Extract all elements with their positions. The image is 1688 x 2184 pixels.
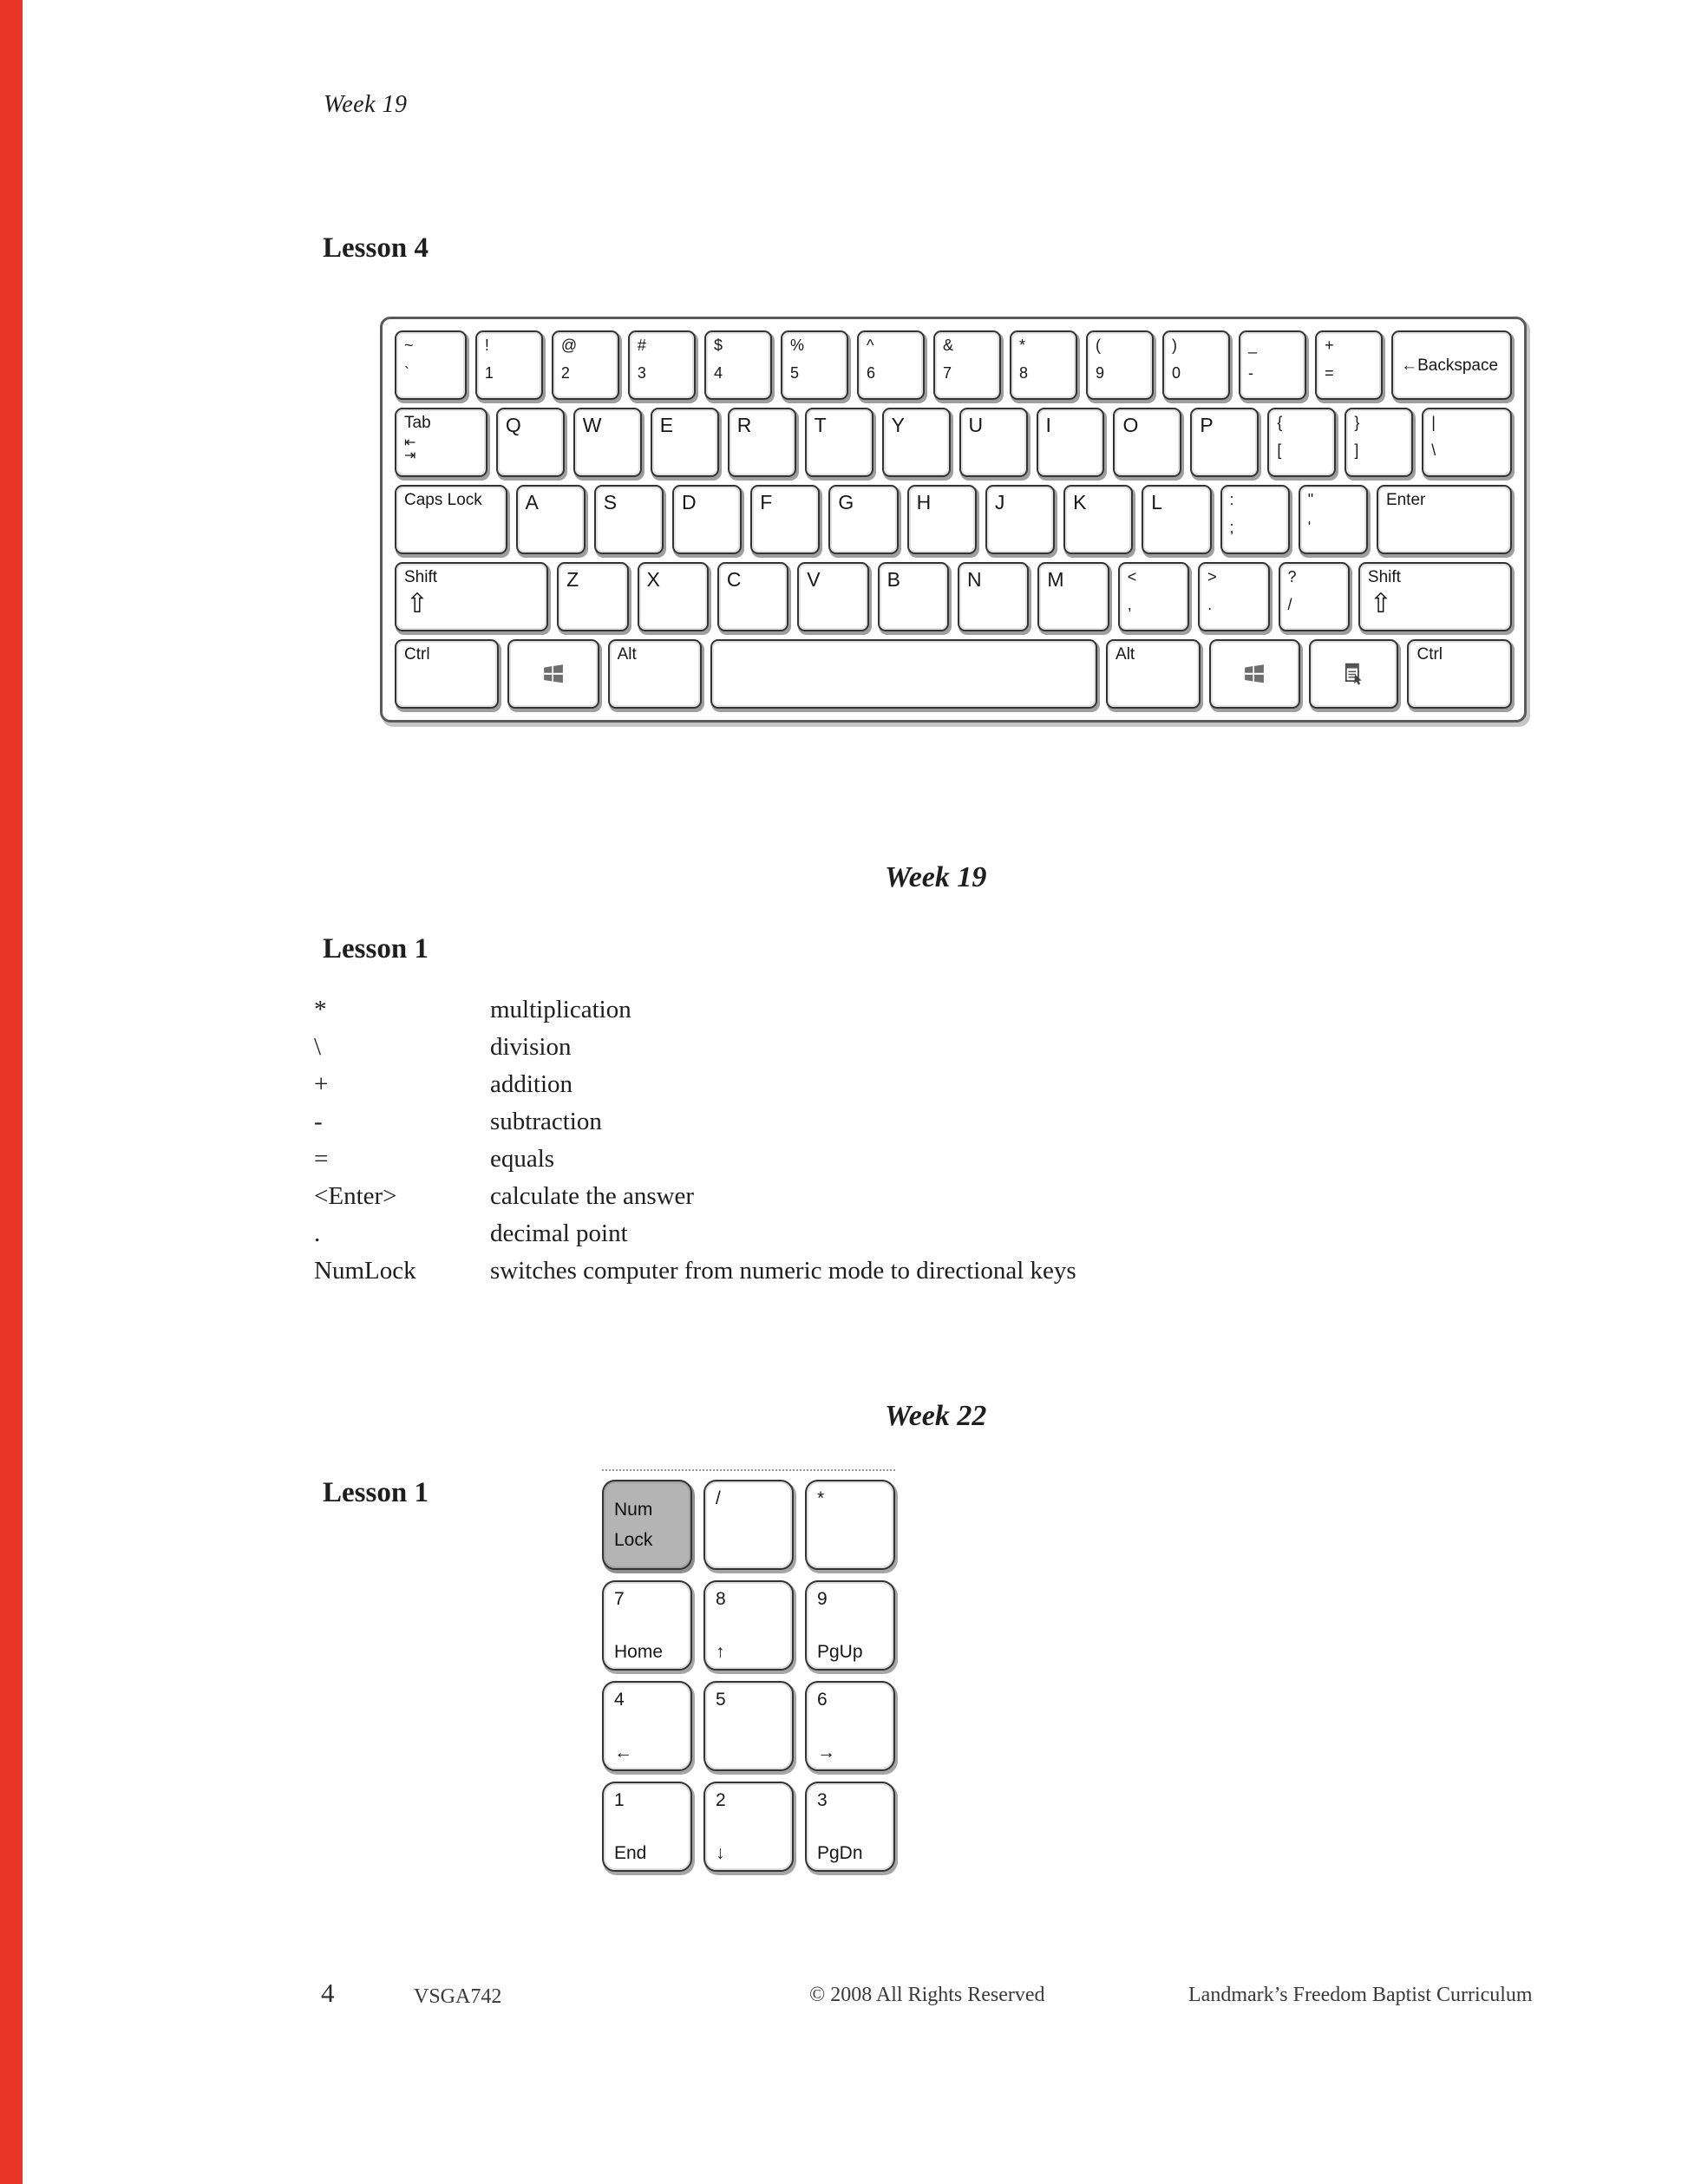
symbol-definition-list bbox=[314, 996, 1338, 1294]
page-week-header: Week 19 bbox=[324, 91, 408, 118]
numpad-key-8-up bbox=[703, 1580, 794, 1671]
numpad-key-label: 6 bbox=[817, 1690, 828, 1710]
numpad-key-5 bbox=[703, 1681, 794, 1771]
tab-arrows-icon: ⇤ ⇥ bbox=[404, 435, 416, 464]
keyboard-row bbox=[395, 408, 1512, 477]
numpad-key-label: → bbox=[817, 1742, 835, 1762]
key-enter: Enter bbox=[1377, 485, 1512, 554]
key-3: # 3 bbox=[628, 330, 696, 400]
numpad-row bbox=[602, 1580, 895, 1671]
symbol-meaning: decimal point bbox=[490, 1220, 628, 1247]
numpad-key-3-pgdn bbox=[805, 1782, 895, 1872]
key-hyphen: _ - bbox=[1239, 330, 1306, 400]
lesson-1-week19-heading: Lesson 1 bbox=[323, 933, 429, 964]
page-number: 4 bbox=[321, 1978, 335, 2008]
symbol-meaning: addition bbox=[490, 1070, 573, 1098]
key-spacebar bbox=[710, 639, 1097, 709]
numpad-key-num-lock bbox=[602, 1480, 692, 1570]
symbol-list-row bbox=[314, 1070, 1338, 1108]
key-equals: + = bbox=[1315, 330, 1383, 400]
symbol-meaning: multiplication bbox=[490, 996, 631, 1023]
numpad-key-label: ↓ bbox=[716, 1842, 725, 1863]
key-right-bracket: } ] bbox=[1345, 408, 1413, 477]
symbol-key: <Enter> bbox=[314, 1182, 397, 1210]
key-shift-left: Shift ⇧ bbox=[395, 562, 548, 631]
numpad-key-4-left bbox=[602, 1681, 692, 1771]
symbol-key: - bbox=[314, 1108, 323, 1135]
key-backspace: ←Backspace bbox=[1391, 330, 1512, 400]
key-tab: Tab ⇤ ⇥ bbox=[395, 408, 487, 477]
numpad-key-label: * bbox=[817, 1488, 825, 1508]
symbol-meaning: division bbox=[490, 1033, 572, 1061]
key-j: J bbox=[985, 485, 1055, 554]
key-y: Y bbox=[882, 408, 951, 477]
key-alt-right: Alt bbox=[1106, 639, 1201, 709]
key-t: T bbox=[805, 408, 873, 477]
key-x: X bbox=[638, 562, 709, 631]
key-win-left bbox=[507, 639, 599, 709]
numpad-key-label: 5 bbox=[716, 1690, 726, 1710]
footer-copyright: © 2008 All Rights Reserved bbox=[809, 1984, 1045, 2006]
numpad-key-label: 2 bbox=[716, 1790, 726, 1810]
key-period: > . bbox=[1198, 562, 1269, 631]
keyboard-row bbox=[395, 639, 1512, 709]
key-grave: ~ ` bbox=[395, 330, 467, 400]
key-p: P bbox=[1190, 408, 1259, 477]
key-0: ) 0 bbox=[1162, 330, 1230, 400]
red-edge-stripe bbox=[0, 0, 23, 2184]
keyboard-row bbox=[395, 485, 1512, 554]
key-r: R bbox=[728, 408, 796, 477]
keyboard-diagram bbox=[380, 317, 1527, 723]
key-4: $ 4 bbox=[704, 330, 772, 400]
symbol-meaning: subtraction bbox=[490, 1108, 602, 1135]
menu-icon bbox=[1345, 663, 1364, 685]
footer-publisher: Landmark’s Freedom Baptist Curriculum bbox=[1188, 1984, 1533, 2006]
numpad-key-label: ← bbox=[614, 1742, 632, 1762]
key-m: M bbox=[1037, 562, 1109, 631]
symbol-key: + bbox=[314, 1070, 329, 1098]
key-9: ( 9 bbox=[1086, 330, 1154, 400]
numpad-key-label: Num bbox=[614, 1499, 653, 1520]
symbol-key: . bbox=[314, 1220, 321, 1247]
key-g: G bbox=[828, 485, 898, 554]
symbol-list-row bbox=[314, 1033, 1338, 1070]
key-quote: " ' bbox=[1299, 485, 1368, 554]
symbol-list-row bbox=[314, 1182, 1338, 1220]
key-d: D bbox=[672, 485, 742, 554]
symbol-key: = bbox=[314, 1145, 329, 1173]
numpad-key-label: ↑ bbox=[716, 1641, 725, 1662]
lesson-1-week22-heading: Lesson 1 bbox=[323, 1477, 429, 1508]
symbol-meaning: switches computer from numeric mode to directional keys bbox=[490, 1257, 1076, 1285]
numpad-key-9-pgup bbox=[805, 1580, 895, 1671]
numpad-key-label: 9 bbox=[817, 1589, 828, 1609]
numpad-key-label: 8 bbox=[716, 1589, 726, 1609]
keyboard-row bbox=[395, 562, 1512, 631]
key-ctrl-left: Ctrl bbox=[395, 639, 499, 709]
key-c: C bbox=[717, 562, 788, 631]
numpad-row bbox=[602, 1681, 895, 1771]
key-i: I bbox=[1037, 408, 1105, 477]
key-shift-right: Shift ⇧ bbox=[1358, 562, 1512, 631]
numpad-key-label: Home bbox=[614, 1641, 664, 1662]
key-slash: ? / bbox=[1279, 562, 1350, 631]
key-q: Q bbox=[496, 408, 565, 477]
numpad-key-label: 1 bbox=[614, 1790, 625, 1810]
symbol-list-row bbox=[314, 996, 1338, 1033]
key-caps-lock: Caps Lock bbox=[395, 485, 507, 554]
windows-logo-icon bbox=[1244, 664, 1265, 683]
symbol-list-row bbox=[314, 1108, 1338, 1145]
symbol-list-row bbox=[314, 1257, 1338, 1294]
numpad-key-2-down bbox=[703, 1782, 794, 1872]
key-w: W bbox=[573, 408, 642, 477]
key-7: & 7 bbox=[933, 330, 1001, 400]
key-8: * 8 bbox=[1010, 330, 1077, 400]
symbol-meaning: equals bbox=[490, 1145, 555, 1173]
numpad-row bbox=[602, 1480, 895, 1570]
windows-logo-icon bbox=[543, 664, 564, 683]
key-o: O bbox=[1113, 408, 1181, 477]
key-ctrl-right: Ctrl bbox=[1407, 639, 1511, 709]
key-alt-left: Alt bbox=[608, 639, 703, 709]
key-backslash: | \ bbox=[1422, 408, 1512, 477]
numpad-key-divide bbox=[703, 1480, 794, 1570]
shift-arrow-icon: ⇧ bbox=[406, 587, 429, 618]
symbol-meaning: calculate the answer bbox=[490, 1182, 695, 1210]
footer-code: VSGA742 bbox=[414, 1985, 502, 2008]
key-menu bbox=[1309, 639, 1399, 709]
numpad-key-label: Lock bbox=[614, 1530, 653, 1550]
key-e: E bbox=[651, 408, 719, 477]
key-comma: < , bbox=[1118, 562, 1189, 631]
key-6: ^ 6 bbox=[857, 330, 925, 400]
key-u: U bbox=[959, 408, 1028, 477]
symbol-key: * bbox=[314, 996, 327, 1023]
numpad-key-label: PgDn bbox=[817, 1842, 863, 1863]
numpad-key-label: 7 bbox=[614, 1589, 625, 1609]
lesson-4-heading: Lesson 4 bbox=[323, 232, 429, 264]
symbol-key: \ bbox=[314, 1033, 322, 1061]
week-19-heading: Week 19 bbox=[885, 861, 987, 893]
symbol-list-row bbox=[314, 1145, 1338, 1182]
week-22-heading: Week 22 bbox=[885, 1400, 987, 1432]
key-v: V bbox=[797, 562, 868, 631]
key-s: S bbox=[594, 485, 664, 554]
numpad-key-1-end bbox=[602, 1782, 692, 1872]
keyboard-row bbox=[395, 330, 1512, 400]
numpad-row bbox=[602, 1782, 895, 1872]
key-l: L bbox=[1142, 485, 1211, 554]
numpad-key-label: PgUp bbox=[817, 1641, 863, 1662]
numpad-key-multiply bbox=[805, 1480, 895, 1570]
numpad-key-label: End bbox=[614, 1842, 647, 1863]
key-win-right bbox=[1209, 639, 1300, 709]
symbol-list-row bbox=[314, 1220, 1338, 1257]
key-1: ! 1 bbox=[475, 330, 543, 400]
key-n: N bbox=[958, 562, 1029, 631]
numpad-key-label: 3 bbox=[817, 1790, 828, 1810]
key-b: B bbox=[878, 562, 949, 631]
key-f: F bbox=[750, 485, 820, 554]
key-5: % 5 bbox=[781, 330, 848, 400]
numpad-key-label: / bbox=[716, 1488, 721, 1508]
symbol-key: NumLock bbox=[314, 1257, 416, 1285]
numpad-key-label: 4 bbox=[614, 1690, 625, 1710]
key-z: Z bbox=[557, 562, 628, 631]
key-2: @ 2 bbox=[552, 330, 619, 400]
shift-arrow-icon: ⇧ bbox=[1369, 587, 1392, 618]
numpad-key-7-home bbox=[602, 1580, 692, 1671]
key-semicolon: : ; bbox=[1220, 485, 1290, 554]
key-h: H bbox=[907, 485, 977, 554]
key-left-bracket: { [ bbox=[1267, 408, 1336, 477]
numpad-key-6-right bbox=[805, 1681, 895, 1771]
key-k: K bbox=[1063, 485, 1133, 554]
numeric-keypad-diagram bbox=[602, 1469, 895, 1872]
key-a: A bbox=[516, 485, 586, 554]
